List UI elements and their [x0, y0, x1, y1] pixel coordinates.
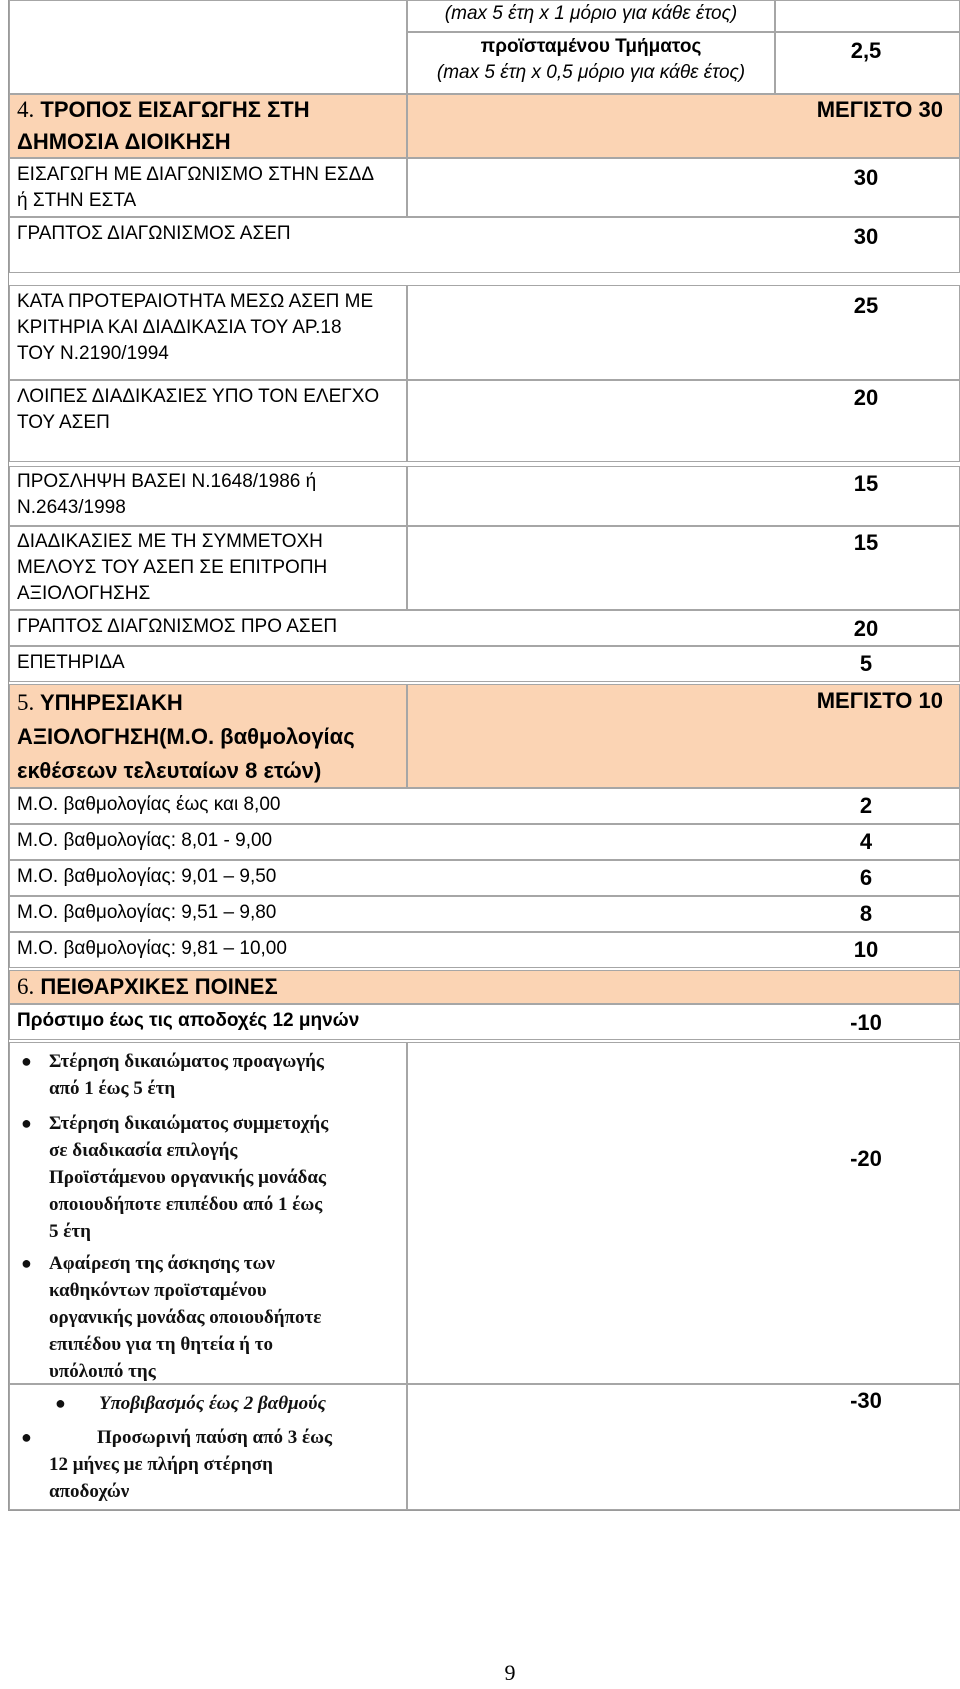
bullet-icon: ●: [55, 1393, 66, 1413]
bullet-icon: ●: [21, 1427, 32, 1447]
sec6-group2-item-2: ● Προσωρινή παύση από 3 έως 12 μήνες με πλήρη στέρηση αποδοχών: [49, 1424, 332, 1505]
sec6-group1-item-2: ● Στέρηση δικαιώματος συμμετοχής σε διαδικασία επιλογής Προϊστάμενου οργανικής μονάδας οποιουδήποτε επιπέδου από 1 έως 5 έτη: [49, 1110, 328, 1245]
sec5-row-4-value: 8: [859, 901, 873, 926]
sec5-row-2-label: Μ.Ο. βαθμολογίας: 8,01 - 9,00: [17, 830, 273, 851]
bullet-icon: ●: [21, 1113, 32, 1133]
bullet-icon: ●: [21, 1051, 32, 1071]
top-line-1: (max 5 έτη x 1 μόριο για κάθε έτος): [444, 3, 738, 24]
sec4-row-1-value: 30: [853, 165, 879, 190]
top-line-3: (max 5 έτη x 0,5 μόριο για κάθε έτος): [436, 62, 746, 83]
document-table: [8, 0, 960, 1511]
page-number: 9: [504, 1660, 516, 1685]
sec5-row-5-label: Μ.Ο. βαθμολογίας: 9,81 – 10,00: [17, 938, 287, 959]
sec4-row-4-value: 20: [853, 385, 879, 410]
sec4-row-2-label: ΓΡΑΠΤΟΣ ΔΙΑΓΩΝΙΣΜΟΣ ΑΣΕΠ: [17, 223, 291, 244]
sec6-group1-value: -20: [850, 1146, 882, 1171]
sec5-row-1-value: 2: [859, 793, 873, 818]
sec4-row-5-value: 15: [853, 471, 879, 496]
sec4-row-7-label: ΓΡΑΠΤΟΣ ΔΙΑΓΩΝΙΣΜΟΣ ΠΡΟ ΑΣΕΠ: [17, 616, 338, 637]
sec4-row-8-value: 5: [859, 651, 873, 676]
sec4-row-6-label: ΔΙΑΔΙΚΑΣΙΕΣ ΜΕ ΤΗ ΣΥΜΜΕΤΟΧΗ ΜΕΛΟΥΣ ΤΟΥ ΑΣΕΠ ΣΕ ΕΠΙΤΡΟΠΗ ΑΞΙΟΛΟΓΗΣΗΣ: [17, 531, 328, 604]
sec4-row-4-label: ΛΟΙΠΕΣ ΔΙΑΔΙΚΑΣΙΕΣ ΥΠΟ ΤΟΝ ΕΛΕΓΧΟ ΤΟΥ ΑΣΕΠ: [17, 386, 380, 433]
sec6-group2-value: -30: [850, 1388, 882, 1413]
sec5-row-3-label: Μ.Ο. βαθμολογίας: 9,01 – 9,50: [17, 866, 277, 887]
top-right-cell-1: [775, 0, 960, 32]
section-5-max: ΜΕΓΙΣΤΟ 10: [816, 688, 943, 713]
top-left-empty-cell: [9, 0, 407, 94]
sec6-fine-label: Πρόστιμο έως τις αποδοχές 12 μηνών: [17, 1010, 360, 1031]
sec4-row-3-value: 25: [853, 293, 879, 318]
sec4-row-3-label: ΚΑΤΑ ΠΡΟΤΕΡΑΙΟΤΗΤΑ ΜΕΣΩ ΑΣΕΠ ΜΕ ΚΡΙΤΗΡΙΑ ΚΑΙ ΔΙΑΔΙΚΑΣΙΑ ΤΟΥ ΑΡ.18 ΤΟΥ Ν.2190/1994: [17, 291, 374, 364]
top-value: 2,5: [850, 38, 882, 63]
sec5-row-4-label: Μ.Ο. βαθμολογίας: 9,51 – 9,80: [17, 902, 277, 923]
sec6-group1-value-cell: [407, 1042, 960, 1384]
sec6-fine-value: -10: [850, 1010, 882, 1035]
sec6-group1-item-1: ● Στέρηση δικαιώματος προαγωγής από 1 έως 5 έτη: [49, 1048, 324, 1102]
sec5-row-3-value: 6: [859, 865, 873, 890]
sec4-row-6-value: 15: [853, 530, 879, 555]
sec6-group2-item-1: ● Υποβιβασμός έως 2 βαθμούς: [99, 1390, 326, 1417]
sec4-row-2-value: 30: [853, 224, 879, 249]
sec4-row-1-label: ΕΙΣΑΓΩΓΗ ΜΕ ΔΙΑΓΩΝΙΣΜΟ ΣΤΗΝ ΕΣΔΔ ή ΣΤΗΝ ΕΣΤΑ: [17, 164, 375, 211]
top-line-2: προϊσταμένου Τμήματος: [480, 36, 702, 57]
sec5-row-2-value: 4: [859, 829, 873, 854]
sec6-group1-item-3: ● Αφαίρεση της άσκησης των καθηκόντων προϊσταμένου οργανικής μονάδας οποιουδήποτε επιπέδου για τη θητεία ή το υπόλοιπό της: [49, 1250, 321, 1385]
section-4-title: 4. ΤΡΟΠΟΣ ΕΙΣΑΓΩΓΗΣ ΣΤΗ ΔΗΜΟΣΙΑ ΔΙΟΙΚΗΣΗ: [17, 97, 310, 154]
section-4-max: ΜΕΓΙΣΤΟ 30: [816, 97, 943, 122]
sec4-row-8-label: ΕΠΕΤΗΡΙΔΑ: [17, 652, 125, 673]
sec5-row-5-value: 10: [853, 937, 879, 962]
bullet-icon: ●: [21, 1253, 32, 1273]
sec5-row-1-label: Μ.Ο. βαθμολογίας έως και 8,00: [17, 794, 281, 815]
sec4-row-5-label: ΠΡΟΣΛΗΨΗ ΒΑΣΕΙ Ν.1648/1986 ή Ν.2643/1998: [17, 471, 317, 518]
section-5-title: 5. ΥΠΗΡΕΣΙΑΚΗ ΑΞΙΟΛΟΓΗΣΗ(Μ.Ο. βαθμολογίας εκθέσεων τελευταίων 8 ετών): [17, 690, 355, 783]
section-6-title: 6. ΠΕΙΘΑΡΧΙΚΕΣ ΠΟΙΝΕΣ: [17, 974, 278, 999]
sec4-row-7-value: 20: [853, 616, 879, 641]
